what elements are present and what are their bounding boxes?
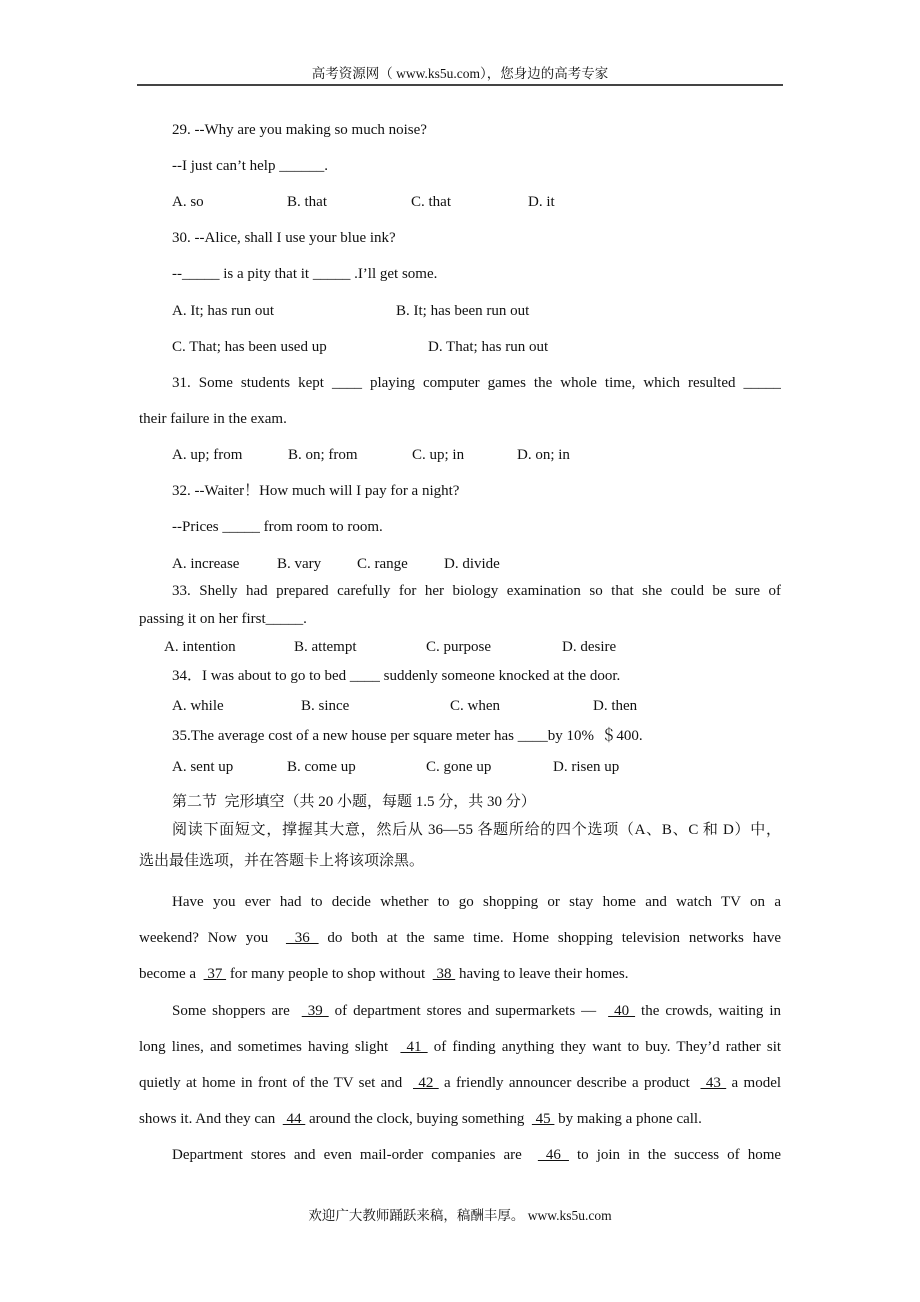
blank-number: 36 [285,930,319,946]
section-instructions: 阅读下面短文，撑握其大意，然后从 36—55 各题所给的四个选项（A、B、C 和 D）中， [172,822,781,838]
option-c: C. That; has been used up [172,339,327,355]
option-a: A. up; from [172,447,243,463]
option-a: A. increase [172,556,240,572]
question-31-stem: 31. Some students kept ____ playing computer games the whole time, which resulted _____ [172,375,781,391]
header-rule [137,84,783,86]
option-c: C. range [357,556,408,572]
page-header: 高考资源网（ www.ks5u.com），您身边的高考专家 [311,66,609,81]
option-a: A. intention [164,639,236,655]
question-35-options [0,757,900,777]
passage-line [139,928,781,948]
passage-text: shows it. And they can [139,1111,279,1127]
option-a: A. It; has run out [172,303,275,319]
blank-number: 38 [432,966,456,982]
option-b: B. that [287,194,327,210]
passage-line [139,1073,781,1093]
question-33-stem-cont: passing it on her first_____. [139,611,307,627]
passage-text: around the clock, buying something [309,1111,529,1127]
option-c: C. when [450,698,500,714]
option-c: C. that [411,194,451,210]
blank-number: 42 [413,1075,439,1091]
option-b: B. on; from [288,447,358,463]
blank-number: 44 [282,1111,306,1127]
option-c: C. purpose [426,639,491,655]
blank-number: 45 [531,1111,555,1127]
passage-line [172,892,781,912]
option-d: D. divide [444,556,500,572]
page-footer: 欢迎广大教师踊跃来稿，稿酬丰厚。 www.ks5u.com [308,1208,612,1223]
option-a: A. while [172,698,224,714]
passage-text: the crowds, waiting in [641,1003,781,1019]
passage-text: a friendly announcer describe a product [444,1075,696,1091]
blank-number: 43 [700,1075,727,1091]
blank-number: 46 [537,1147,569,1163]
question-33-options [0,637,900,657]
question-29-stem: 29. --Why are you making so much noise? [172,122,427,138]
section-title: 第二节 完形填空（共 20 小题，每题 1.5 分，共 30 分） [172,794,536,810]
option-b: B. come up [287,759,356,775]
blank-number: 39 [301,1003,329,1019]
question-29-response: --I just can’t help ______. [172,158,328,174]
passage-text: Some shoppers are [172,1003,296,1019]
blank-number: 37 [203,966,227,982]
passage-line [139,1037,781,1057]
passage-text: Have you ever had to decide whether to go shopping or stay home and watch TV on a [172,894,781,910]
question-34-stem: 34．I was about to go to bed ____ suddenly someone knocked at the door. [172,668,621,684]
passage-text: of department stores and supermarkets — [334,1003,603,1019]
option-d: D. risen up [553,759,620,775]
option-d: D. on; in [517,447,570,463]
passage-text: a model [731,1075,781,1091]
question-31-options [0,445,900,465]
option-d: D. it [528,194,555,210]
question-35-stem: 35.The average cost of a new house per square meter has ____by 10% ＄400. [172,728,643,744]
passage-text: to join in the success of home [576,1147,781,1163]
passage-text: long lines, and sometimes having slight [139,1039,395,1055]
question-30-options-ab [0,301,900,321]
question-32-stem: 32. --Waiter！How much will I pay for a night? [172,483,460,499]
passage-text: having to leave their homes. [458,966,629,982]
question-32-options [0,554,900,574]
option-c: C. up; in [412,447,465,463]
question-30-options-cd [0,337,900,357]
question-32-response: --Prices _____ from room to room. [172,519,383,535]
question-33-stem: 33. Shelly had prepared carefully for her biology examination so that she could be sure of [172,583,781,599]
option-d: D. desire [562,639,617,655]
question-29-options [0,192,900,212]
option-a: A. so [172,194,204,210]
passage-text: do both at the same time. Home shopping television networks have [327,930,781,946]
option-b: B. attempt [294,639,357,655]
passage-text: quietly at home in front of the TV set and [139,1075,408,1091]
section-instructions-cont: 选出最佳选项，并在答题卡上将该项涂黑。 [139,853,425,869]
blank-number: 41 [400,1039,428,1055]
option-b: B. vary [277,556,322,572]
passage-text: of finding anything they want to buy. They’d rather sit [433,1039,781,1055]
passage-text: for many people to shop without [229,966,429,982]
option-b: B. since [301,698,350,714]
option-d: D. then [593,698,638,714]
passage-text: weekend? Now you [139,930,278,946]
passage-line [139,964,632,984]
passage-text: become a [139,966,200,982]
option-b: B. It; has been run out [396,303,530,319]
passage-line [139,1109,706,1129]
question-31-stem-cont: their failure in the exam. [139,411,287,427]
option-c: C. gone up [426,759,492,775]
passage-text: by making a phone call. [558,1111,702,1127]
option-a: A. sent up [172,759,234,775]
blank-number: 40 [608,1003,636,1019]
passage-line [172,1145,781,1165]
question-34-options [0,696,900,716]
question-30-response: --_____ is a pity that it _____ .I’ll get some. [172,266,438,282]
passage-line [172,1001,781,1021]
question-30-stem: 30. --Alice, shall I use your blue ink? [172,230,396,246]
passage-text: Department stores and even mail-order companies are [172,1147,530,1163]
option-d: D. That; has run out [428,339,549,355]
